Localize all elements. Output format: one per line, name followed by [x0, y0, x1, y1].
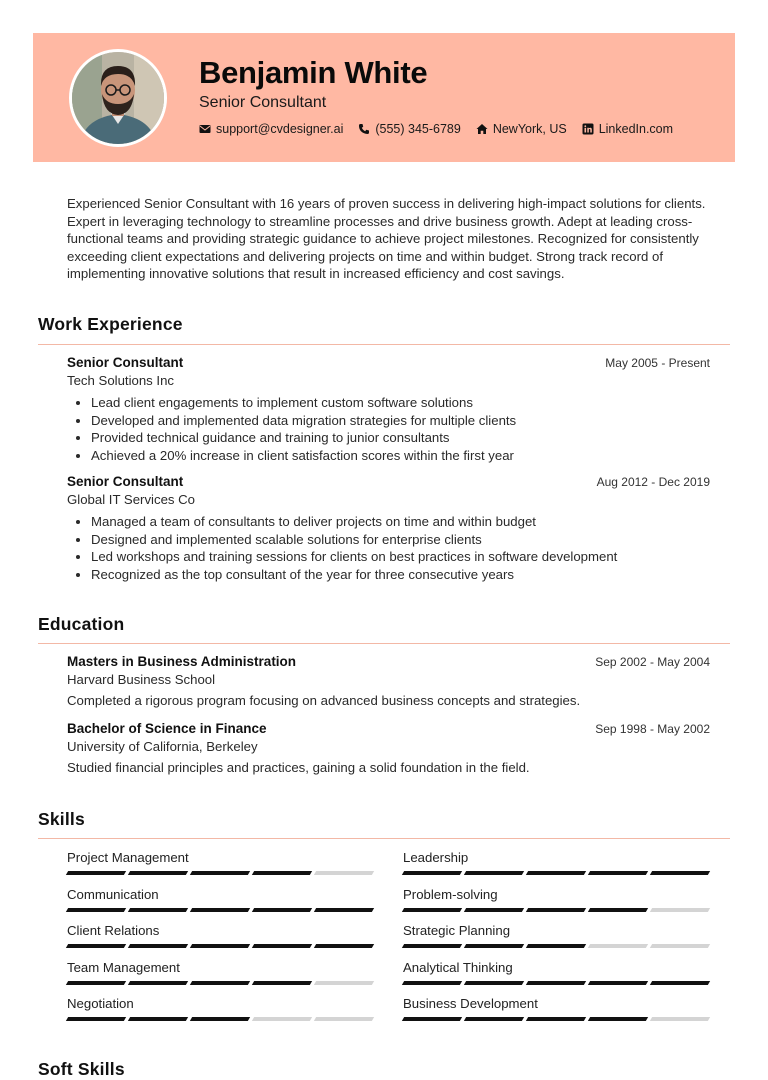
job-bullet: • Lead client engagements to implement custom software solutions	[91, 394, 710, 412]
skill-level-segment-filled	[128, 944, 188, 948]
skill-item	[403, 923, 709, 948]
skill-level-segment-filled	[464, 1017, 524, 1021]
skill-level-segment-filled	[402, 908, 462, 912]
skill-level-segment-filled	[650, 981, 710, 985]
contact-email-text: support@cvdesigner.ai	[216, 122, 344, 136]
skill-item	[67, 850, 373, 875]
skill-item	[67, 996, 373, 1021]
skill-level-segment-filled	[464, 981, 524, 985]
skill-name: Team Management	[67, 959, 180, 975]
education-entry	[67, 654, 710, 708]
skill-name: Client Relations	[67, 923, 160, 939]
skill-name: Negotiation	[67, 996, 134, 1012]
profile-photo	[72, 52, 164, 144]
skill-level-segment-filled	[128, 908, 188, 912]
skill-level-segment-empty	[650, 944, 710, 948]
skill-level-bar	[403, 944, 709, 948]
job-bullet: • Designed and implemented scalable solutions for enterprise clients	[91, 531, 710, 549]
skill-level-segment-filled	[190, 871, 250, 875]
job-date: Aug 2012 - Dec 2019	[596, 475, 710, 489]
contact-linkedin-text: LinkedIn.com	[598, 122, 674, 136]
section-divider	[38, 838, 730, 839]
linkedin-icon	[582, 123, 594, 135]
job-bullet: • Managed a team of consultants to deliver projects on time and within budget	[91, 513, 710, 531]
skill-level-bar	[403, 908, 709, 912]
skill-level-segment-filled	[588, 871, 648, 875]
job-bullet: • Recognized as the top consultant of the year for three consecutive years	[91, 566, 710, 584]
skill-level-segment-filled	[464, 908, 524, 912]
skill-level-segment-empty	[588, 944, 648, 948]
skill-level-segment-filled	[252, 981, 312, 985]
skill-level-segment-filled	[66, 871, 126, 875]
degree-title: Masters in Business Administration	[67, 654, 297, 669]
skill-level-segment-filled	[190, 1017, 250, 1021]
skill-level-segment-filled	[314, 908, 374, 912]
skill-level-segment-empty	[314, 871, 374, 875]
job-bullet: • Developed and implemented data migration strategies for multiple clients	[91, 412, 710, 430]
skills-heading: Skills	[38, 809, 85, 829]
education-entry	[67, 721, 710, 775]
job-entry	[67, 474, 710, 583]
skill-level-segment-filled	[128, 981, 188, 985]
skill-level-segment-filled	[526, 981, 586, 985]
education-description: Studied financial principles and practices, gaining a solid foundation in the field.	[67, 760, 530, 775]
skill-item	[67, 923, 373, 948]
skill-level-segment-filled	[66, 1017, 126, 1021]
job-bullet: • Achieved a 20% increase in client satisfaction scores within the first year	[91, 447, 710, 465]
skill-level-segment-filled	[190, 981, 250, 985]
section-divider	[38, 344, 730, 345]
skill-level-segment-filled	[588, 1017, 648, 1021]
avatar	[69, 49, 167, 147]
degree-title: Bachelor of Science in Finance	[67, 721, 267, 736]
skill-level-segment-filled	[526, 908, 586, 912]
soft-skills-heading: Soft Skills	[38, 1059, 125, 1079]
education-date: Sep 1998 - May 2002	[595, 722, 710, 736]
skill-level-segment-filled	[402, 944, 462, 948]
skill-level-segment-empty	[650, 908, 710, 912]
skill-level-segment-filled	[464, 944, 524, 948]
skill-level-segment-filled	[650, 871, 710, 875]
candidate-name: Benjamin White	[199, 55, 428, 90]
skill-name: Project Management	[67, 850, 189, 865]
skill-name: Communication	[67, 886, 159, 902]
skill-item	[403, 850, 709, 875]
skill-level-bar	[67, 908, 373, 912]
job-company: Global IT Services Co	[67, 492, 196, 507]
skill-level-bar	[403, 1017, 709, 1021]
skill-name: Business Development	[403, 996, 538, 1012]
skill-level-segment-filled	[314, 944, 374, 948]
section-divider	[38, 643, 730, 644]
skill-item	[67, 960, 373, 985]
envelope-icon	[199, 123, 211, 135]
skill-item	[403, 887, 709, 912]
education-heading: Education	[38, 614, 125, 634]
skill-level-segment-filled	[66, 908, 126, 912]
skill-level-segment-filled	[252, 871, 312, 875]
school-name: University of California, Berkeley	[67, 739, 258, 754]
education-date: Sep 2002 - May 2004	[595, 655, 710, 669]
skill-level-segment-filled	[190, 944, 250, 948]
skill-level-segment-filled	[464, 871, 524, 875]
job-bullets	[67, 513, 710, 583]
skill-level-bar	[67, 871, 373, 875]
job-title: Senior Consultant	[67, 474, 184, 489]
skill-level-segment-filled	[128, 871, 188, 875]
contact-phone[interactable]	[358, 122, 460, 136]
job-bullet: • Led workshops and training sessions for clients on best practices in software development	[91, 548, 710, 566]
skill-level-segment-filled	[252, 908, 312, 912]
skill-level-segment-filled	[526, 871, 586, 875]
job-date: May 2005 - Present	[605, 356, 710, 370]
skill-name: Problem-solving	[403, 886, 498, 902]
job-company: Tech Solutions Inc	[67, 373, 175, 388]
skill-level-segment-filled	[128, 1017, 188, 1021]
skill-level-bar	[67, 981, 373, 985]
skill-level-segment-filled	[526, 1017, 586, 1021]
skill-item	[67, 887, 373, 912]
skill-level-bar	[67, 1017, 373, 1021]
skill-level-segment-filled	[526, 944, 586, 948]
profile-summary: Experienced Senior Consultant with 16 years of proven success in delivering high-impact solutions for clients. Expert in leveraging technology to streamline processes and drive business growth. Adept at leading cross-functional teams and providing strategic guidance to achieve project milestones. Recognized for consistently exceeding client expectations and delivering projects on time and within budget. Strong track record of implementing innovative solutions that result in increased efficiency and cost savings.	[67, 196, 706, 282]
skill-level-segment-filled	[588, 908, 648, 912]
skill-name: Leadership	[403, 850, 469, 865]
home-icon	[476, 123, 488, 135]
skill-level-segment-empty	[314, 1017, 374, 1021]
skill-level-segment-filled	[402, 1017, 462, 1021]
skill-level-bar	[403, 871, 709, 875]
contact-location-text: NewYork, US	[492, 122, 567, 136]
skill-level-segment-filled	[402, 871, 462, 875]
skill-name: Analytical Thinking	[403, 959, 513, 975]
school-name: Harvard Business School	[67, 672, 216, 687]
skill-level-segment-filled	[66, 944, 126, 948]
work-experience-heading: Work Experience	[38, 314, 183, 334]
job-title: Senior Consultant	[67, 355, 184, 370]
skill-level-segment-empty	[650, 1017, 710, 1021]
job-entry	[67, 355, 710, 464]
job-bullet: • Provided technical guidance and training to junior consultants	[91, 429, 710, 447]
skill-level-segment-filled	[66, 981, 126, 985]
skill-item	[403, 960, 709, 985]
skill-level-segment-filled	[402, 981, 462, 985]
skill-level-bar	[67, 944, 373, 948]
skill-level-bar	[403, 981, 709, 985]
contact-phone-text: (555) 345-6789	[375, 122, 461, 136]
skill-level-segment-filled	[190, 908, 250, 912]
skill-level-segment-filled	[588, 981, 648, 985]
skill-name: Strategic Planning	[403, 923, 511, 939]
contact-email[interactable]	[199, 122, 343, 136]
skill-item	[403, 996, 709, 1021]
skill-level-segment-empty	[252, 1017, 312, 1021]
skill-level-segment-empty	[314, 981, 374, 985]
candidate-title: Senior Consultant	[199, 94, 327, 111]
skill-level-segment-filled	[252, 944, 312, 948]
resume-header	[33, 33, 735, 162]
contact-list	[199, 122, 673, 136]
contact-location	[476, 122, 567, 136]
phone-icon	[358, 123, 370, 135]
education-description: Completed a rigorous program focusing on advanced business concepts and strategies.	[67, 693, 581, 708]
job-bullets	[67, 394, 710, 464]
contact-linkedin[interactable]	[582, 122, 673, 136]
